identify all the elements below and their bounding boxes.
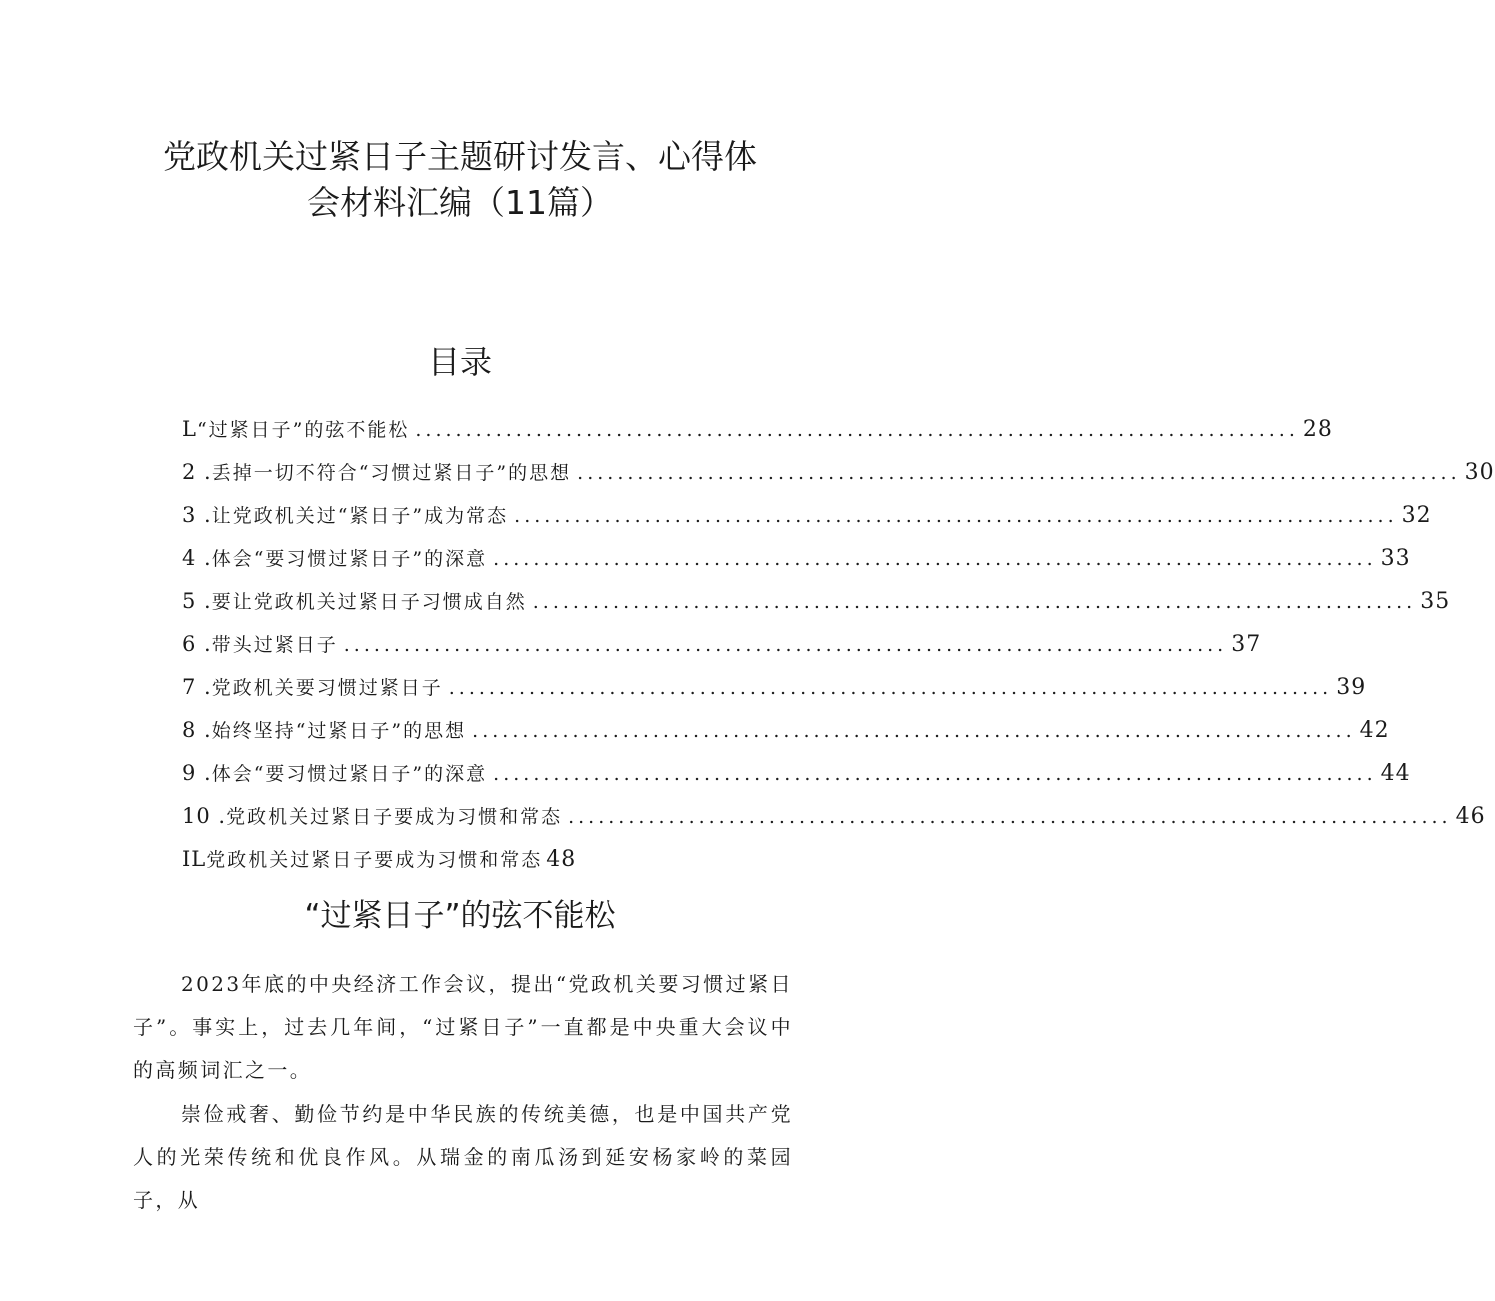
- toc-leader-dots: ........................................................................................: [343, 634, 1228, 656]
- toc-heading: 目录: [427, 343, 492, 381]
- toc-leader-dots: ........................................................................................: [577, 462, 1461, 484]
- toc-item-number: L: [182, 417, 197, 441]
- toc-leader-dots: ........................................................................................: [493, 763, 1377, 785]
- toc-item-page: 46: [1455, 804, 1486, 829]
- toc-leader-dots: ........................................................................................: [532, 591, 1417, 613]
- toc-item-title: 丢掉一切不符合“习惯过紧日子”的思想: [211, 462, 572, 484]
- toc-item-page: 32: [1401, 503, 1432, 528]
- toc-item-number: 9 .: [182, 761, 212, 785]
- toc-item-number: IL: [182, 847, 207, 871]
- toc-item-number: 4 .: [182, 546, 212, 570]
- toc-item-title: 带头过紧日子: [211, 634, 338, 656]
- toc-item-title: “过紧日子”的弦不能松: [196, 419, 410, 441]
- toc-leader-dots: ........................................................................................: [568, 806, 1452, 828]
- toc-item[interactable]: [182, 623, 1262, 666]
- toc-item-title: 体会“要习惯过紧日子”的深意: [211, 548, 488, 570]
- toc-leader-dots: ........................................................................................: [493, 548, 1377, 570]
- toc-item-number: 6 .: [182, 632, 212, 656]
- toc-item[interactable]: [182, 537, 1411, 580]
- body-paragraph: 崇俭戒奢、勤俭节约是中华民族的传统美德，也是中国共产党人的光荣传统和优良作风。从瑞金的南瓜汤到延安杨家岭的菜园子，从: [133, 1102, 793, 1212]
- toc-item-page: 35: [1420, 589, 1451, 614]
- toc-item-page: 30: [1464, 460, 1495, 485]
- toc-item-number: 10 .: [182, 804, 227, 828]
- body-paragraph: 2023年底的中央经济工作会议，提出“党政机关要习惯过紧日子”。事实上，过去几年间，“过紧日子”一直都是中央重大会议中的高频词汇之一。: [133, 972, 793, 1082]
- toc-item-title: 党政机关过紧日子要成为习惯和常态: [226, 806, 563, 828]
- toc-item-page: 42: [1359, 718, 1390, 743]
- toc-item-title: 党政机关过紧日子要成为习惯和常态: [206, 849, 543, 871]
- toc-item[interactable]: [182, 752, 1411, 795]
- toc-item[interactable]: [182, 408, 1333, 451]
- toc-item[interactable]: [182, 494, 1432, 537]
- toc-item-page: 48: [546, 847, 577, 872]
- toc-leader-dots: ........................................................................................: [448, 677, 1333, 699]
- toc-item-number: 7 .: [182, 675, 212, 699]
- toc-item-title: 始终坚持“过紧日子”的思想: [211, 720, 467, 742]
- toc-item-title: 要让党政机关过紧日子习惯成自然: [211, 591, 527, 613]
- toc-item[interactable]: [182, 580, 1451, 623]
- toc-item[interactable]: [182, 795, 1486, 838]
- toc-item-title: 体会“要习惯过紧日子”的深意: [211, 763, 488, 785]
- toc-item[interactable]: [182, 838, 772, 881]
- table-of-contents: [182, 408, 1495, 881]
- toc-item-number: 2 .: [182, 460, 212, 484]
- toc-item-number: 5 .: [182, 589, 212, 613]
- toc-item-page: 39: [1336, 675, 1367, 700]
- toc-leader-dots: ........................................................................................: [514, 505, 1398, 527]
- toc-item-number: 3 .: [182, 503, 212, 527]
- section-title: “过紧日子”的弦不能松: [304, 898, 616, 934]
- toc-item[interactable]: [182, 451, 1495, 494]
- toc-item-page: 33: [1380, 546, 1411, 571]
- toc-item-title: 党政机关要习惯过紧日子: [211, 677, 443, 699]
- toc-item-title: 让党政机关过“紧日子”成为常态: [211, 505, 509, 527]
- toc-item[interactable]: [182, 709, 1390, 752]
- toc-item-number: 8 .: [182, 718, 212, 742]
- document-title-line-2: 会材料汇编（11篇）: [307, 183, 613, 222]
- toc-item-page: 28: [1302, 417, 1333, 442]
- document-title-line-1: 党政机关过紧日子主题研讨发言、心得体: [163, 137, 757, 176]
- toc-leader-dots: ........................................................................................: [415, 419, 1299, 441]
- toc-item-page: 37: [1231, 632, 1262, 657]
- toc-item[interactable]: [182, 666, 1367, 709]
- toc-item-page: 44: [1380, 761, 1411, 786]
- toc-leader-dots: ........................................................................................: [472, 720, 1356, 742]
